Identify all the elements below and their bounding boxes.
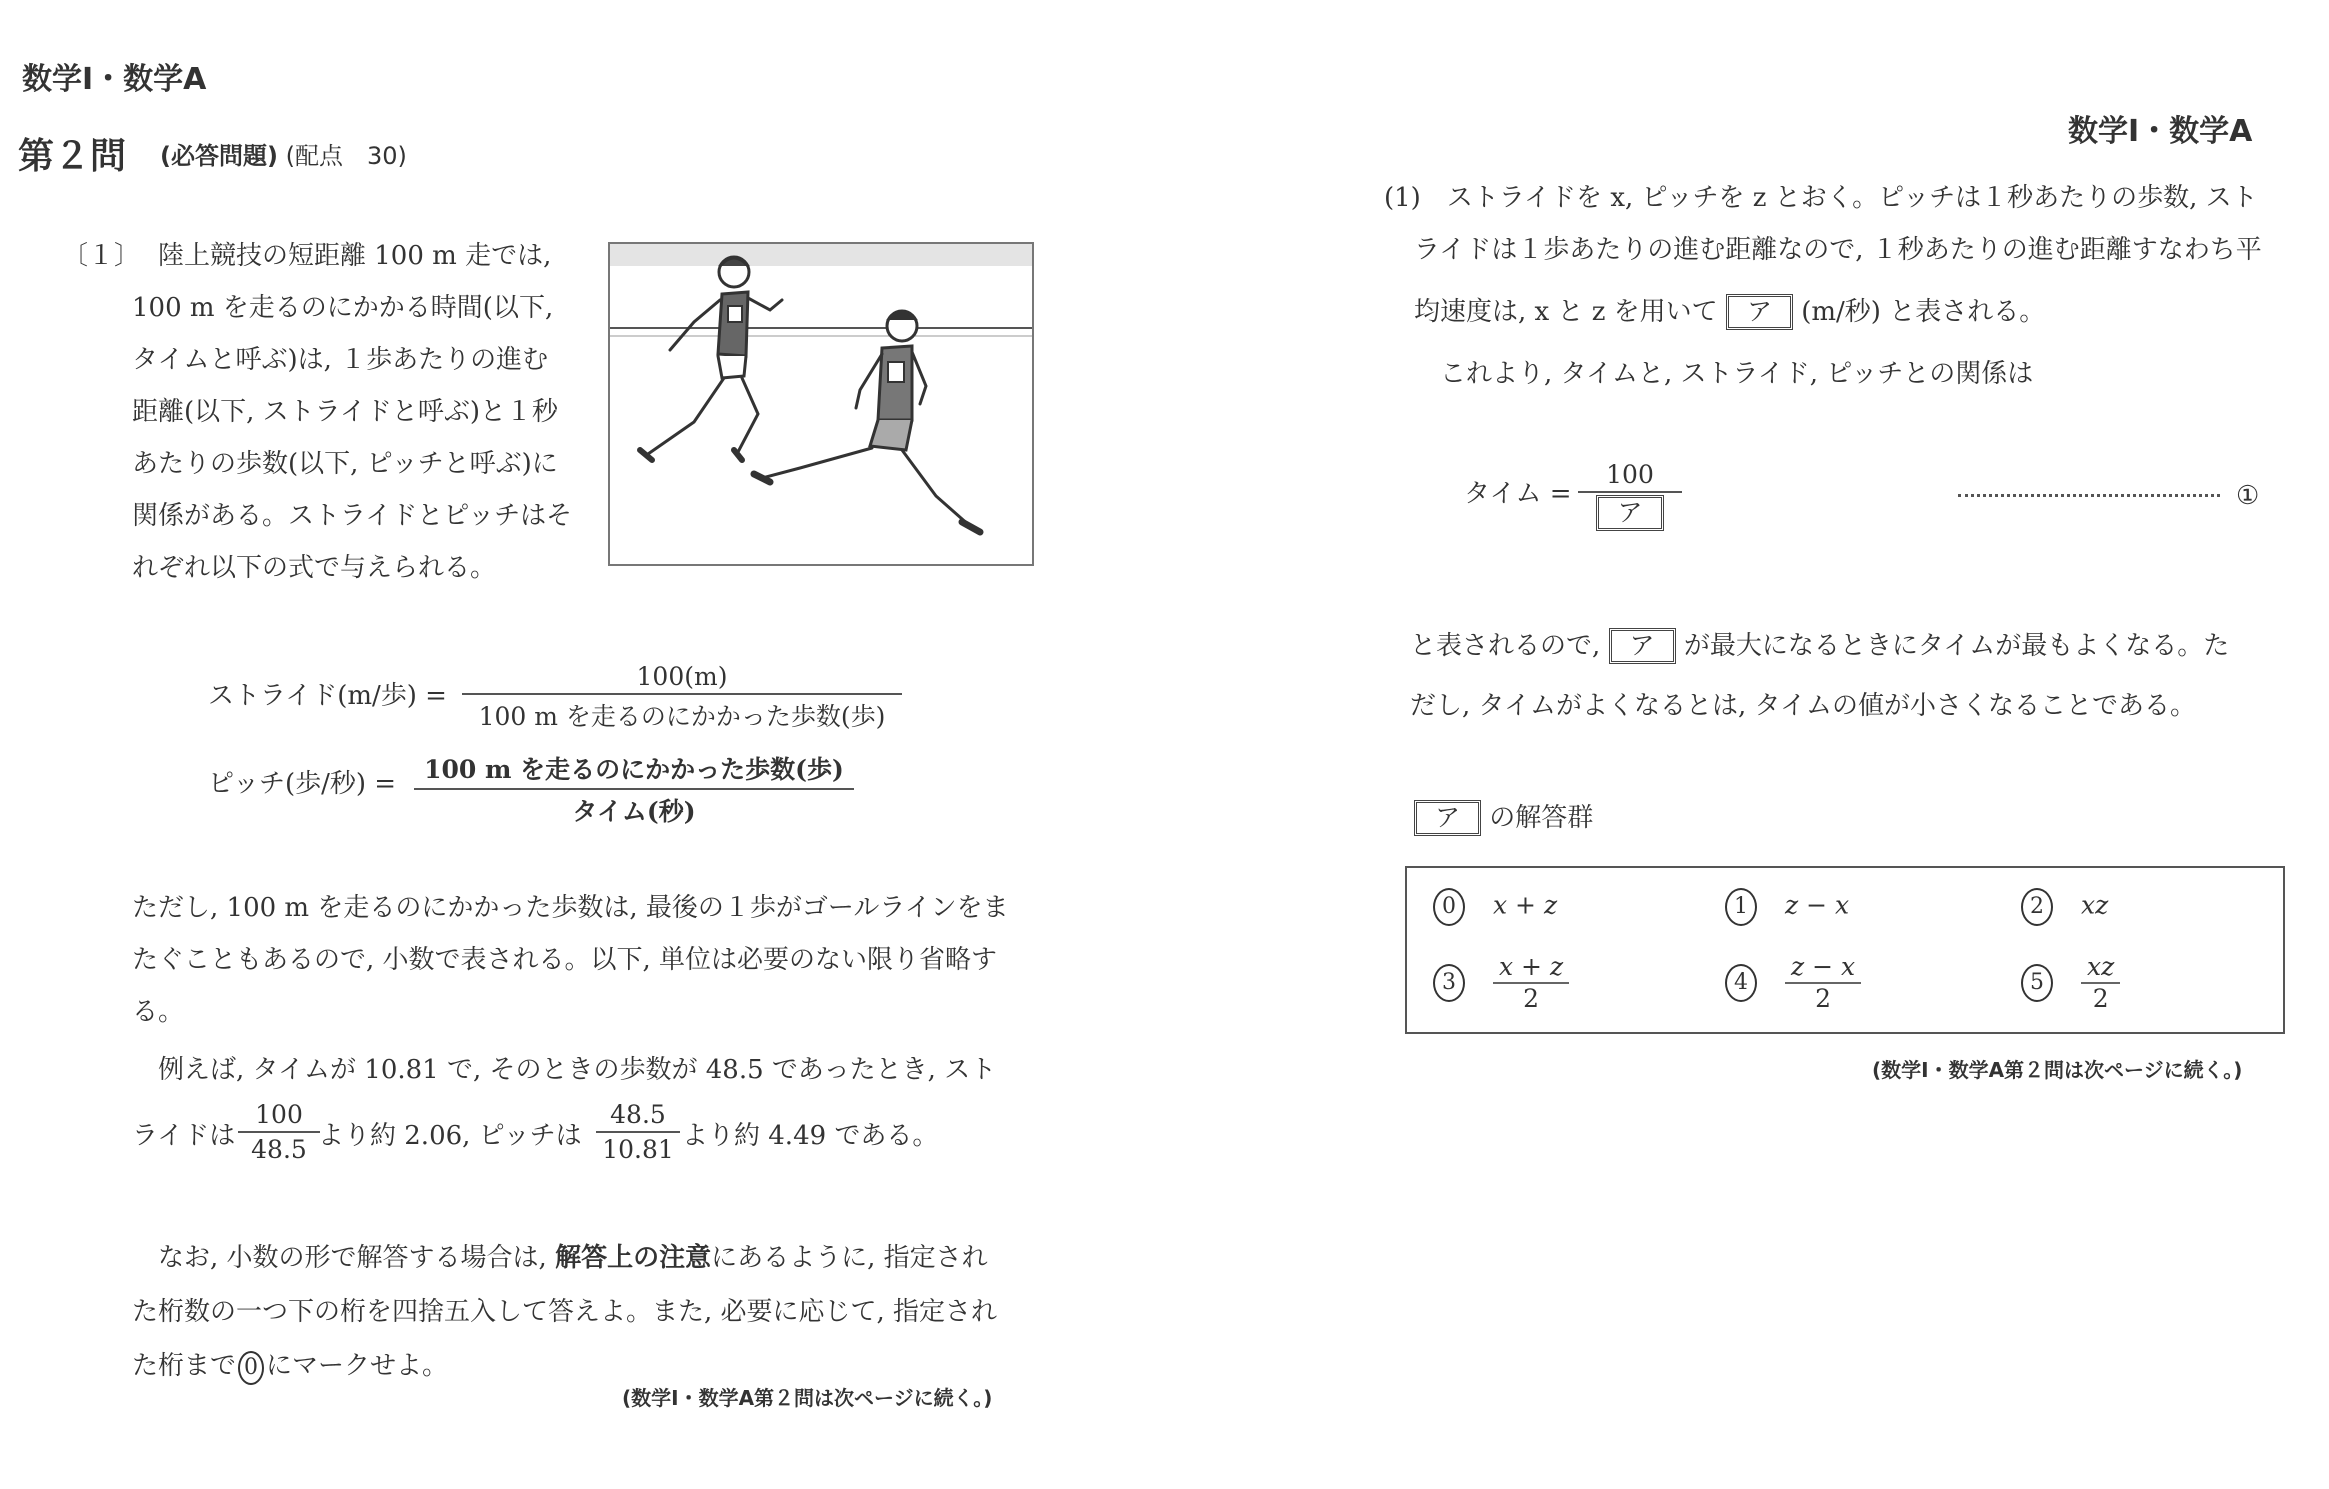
- choices-box: [1405, 866, 2285, 1034]
- answer-box-a: ア: [1414, 800, 1481, 836]
- choice-0: [1433, 888, 1557, 926]
- dotted-leader: [1958, 494, 2220, 497]
- left-footer: (数学Ⅰ・数学A第２問は次ページに続く。): [622, 1386, 993, 1410]
- intro-line: 100 m を走るのにかかる時間(以下,: [132, 293, 554, 323]
- p2-line: これより, タイムと, ストライド, ピッチとの関係は: [1440, 359, 2034, 389]
- p3-text: が最大になるときにタイムが最もよくなる。た: [1683, 631, 2230, 661]
- example-f1-denominator: 48.5: [251, 1135, 307, 1164]
- choice-number: 0: [1433, 888, 1465, 926]
- stride-numerator: 100(m): [462, 662, 902, 695]
- para2-line: る。: [132, 997, 185, 1027]
- runners-drawing: [610, 244, 1032, 564]
- intro-line: 陸上競技の短距離 100 m 走では,: [158, 241, 552, 271]
- p1-line: [1414, 294, 2045, 330]
- required-label: (必答問題): [160, 142, 278, 170]
- stride-label: ストライド(m/歩) =: [208, 681, 447, 711]
- choice-number: 3: [1433, 964, 1465, 1002]
- example-text-c: より約 4.49 である。: [682, 1121, 939, 1151]
- example-f2-denominator: 10.81: [602, 1135, 674, 1164]
- choice-numerator: xz: [2081, 952, 2120, 984]
- choice-2: [2021, 888, 2108, 926]
- pitch-numerator: 100 m を走るのにかかった歩数(歩): [414, 750, 854, 790]
- p3-line: [1410, 628, 2229, 664]
- pitch-denominator: タイム(秒): [572, 797, 696, 826]
- runners-illustration: [608, 242, 1034, 566]
- choice-expression: xz: [2081, 890, 2109, 920]
- intro-line: れぞれ以下の式で与えられる。: [132, 553, 497, 583]
- answer-group-label: [1414, 800, 1593, 836]
- stride-denominator: 100 m を走るのにかかった歩数(歩): [478, 702, 886, 731]
- time-equation-numerator: 100: [1578, 460, 1682, 493]
- example-text-a: ライドは: [132, 1121, 236, 1151]
- intro-line: 関係がある。ストライドとピッチはそ: [132, 501, 573, 531]
- choice-denominator: 2: [1523, 984, 1540, 1013]
- note-line: た桁数の一つ下の桁を四捨五入して答えよ。また, 必要に応じて, 指定され: [132, 1297, 998, 1327]
- intro-line: 距離(以下, ストライドと呼ぶ)と１秒: [132, 397, 559, 427]
- choice-numerator: x + z: [1493, 952, 1569, 984]
- p1-text: (m/秒) と表される。: [1801, 297, 2046, 327]
- p1-text: 均速度は, x と z を用いて: [1414, 297, 1718, 327]
- choice-expression: x + z: [1493, 890, 1558, 920]
- stride-fraction: [462, 662, 902, 733]
- answer-group-text: の解答群: [1489, 803, 1594, 833]
- intro-line: タイムと呼ぶ)は, １歩あたりの進む: [132, 345, 549, 375]
- choice-fraction: [1493, 952, 1569, 1014]
- right-page-header: 数学Ⅰ・数学A: [2068, 114, 2253, 149]
- answer-box-a: ア: [1596, 495, 1663, 531]
- choice-5: [2021, 952, 2120, 1014]
- note-line: [158, 1240, 988, 1276]
- points-label: (配点 30): [285, 142, 407, 170]
- example-fraction-stride: [238, 1100, 320, 1164]
- choice-4: [1725, 952, 1861, 1014]
- example-f2-numerator: 48.5: [596, 1100, 680, 1133]
- note-text: た桁まで: [132, 1351, 237, 1381]
- question-subtitle: [160, 136, 407, 171]
- choice-number: 4: [1725, 964, 1757, 1002]
- answer-box-a: ア: [1726, 294, 1793, 330]
- question-title: 第２問: [18, 136, 127, 177]
- p1-line: (1) ストライドを x, ピッチを z とおく。ピッチは１秒あたりの歩数, スト: [1384, 183, 2258, 213]
- time-equation-label: タイム =: [1464, 479, 1572, 509]
- choice-denominator: 2: [2092, 984, 2109, 1013]
- right-footer: (数学Ⅰ・数学A第２問は次ページに続く。): [1872, 1058, 2243, 1082]
- p1-line: ライドは１歩あたりの進む距離なので, １秒あたりの進む距離すなわち平: [1414, 235, 2262, 265]
- intro-line: あたりの歩数(以下, ピッチと呼ぶ)に: [132, 449, 558, 479]
- para2-line: たぐこともあるので, 小数で表される。以下, 単位は必要のない限り省略す: [132, 945, 998, 975]
- choice-number: 2: [2021, 888, 2053, 926]
- note-line: [132, 1348, 448, 1385]
- choice-fraction: [2081, 952, 2120, 1014]
- example-line: 例えば, タイムが 10.81 で, そのときの歩数が 48.5 であったとき, スト: [158, 1055, 997, 1085]
- time-equation-denominator: [1578, 493, 1682, 531]
- choice-numerator: z − x: [1785, 952, 1861, 984]
- choice-fraction: [1785, 952, 1861, 1014]
- pitch-fraction: [414, 750, 854, 828]
- p3-text: と表されるので,: [1410, 631, 1601, 661]
- pitch-label: ピッチ(歩/秒) =: [208, 769, 397, 799]
- choice-3: [1433, 952, 1569, 1014]
- equation-number: ①: [2236, 481, 2260, 511]
- note-text: にあるように, 指定され: [711, 1243, 988, 1273]
- para2-line: ただし, 100 m を走るのにかかった歩数は, 最後の１歩がゴールラインをま: [132, 893, 1009, 923]
- note-text: なお, 小数の形で解答する場合は,: [158, 1243, 556, 1273]
- p3-line: だし, タイムがよくなるとは, タイムの値が小さくなることである。: [1410, 691, 2197, 721]
- note-emphasis: 解答上の注意: [555, 1243, 712, 1273]
- choice-expression: z − x: [1785, 890, 1850, 920]
- mark-zero-icon: 0: [238, 1351, 264, 1385]
- choice-1: [1725, 888, 1849, 926]
- left-page-header: 数学Ⅰ・数学A: [22, 62, 207, 97]
- time-equation-fraction: [1578, 460, 1682, 531]
- answer-box-a: ア: [1609, 628, 1676, 664]
- example-fraction-pitch: [596, 1100, 680, 1164]
- note-text: にマークせよ。: [266, 1351, 449, 1381]
- example-f1-numerator: 100: [238, 1100, 320, 1133]
- choice-number: 5: [2021, 964, 2053, 1002]
- choice-number: 1: [1725, 888, 1757, 926]
- section-number: 〔１〕: [62, 241, 141, 271]
- choice-denominator: 2: [1815, 984, 1832, 1013]
- example-text-b: より約 2.06, ピッチは: [318, 1121, 582, 1151]
